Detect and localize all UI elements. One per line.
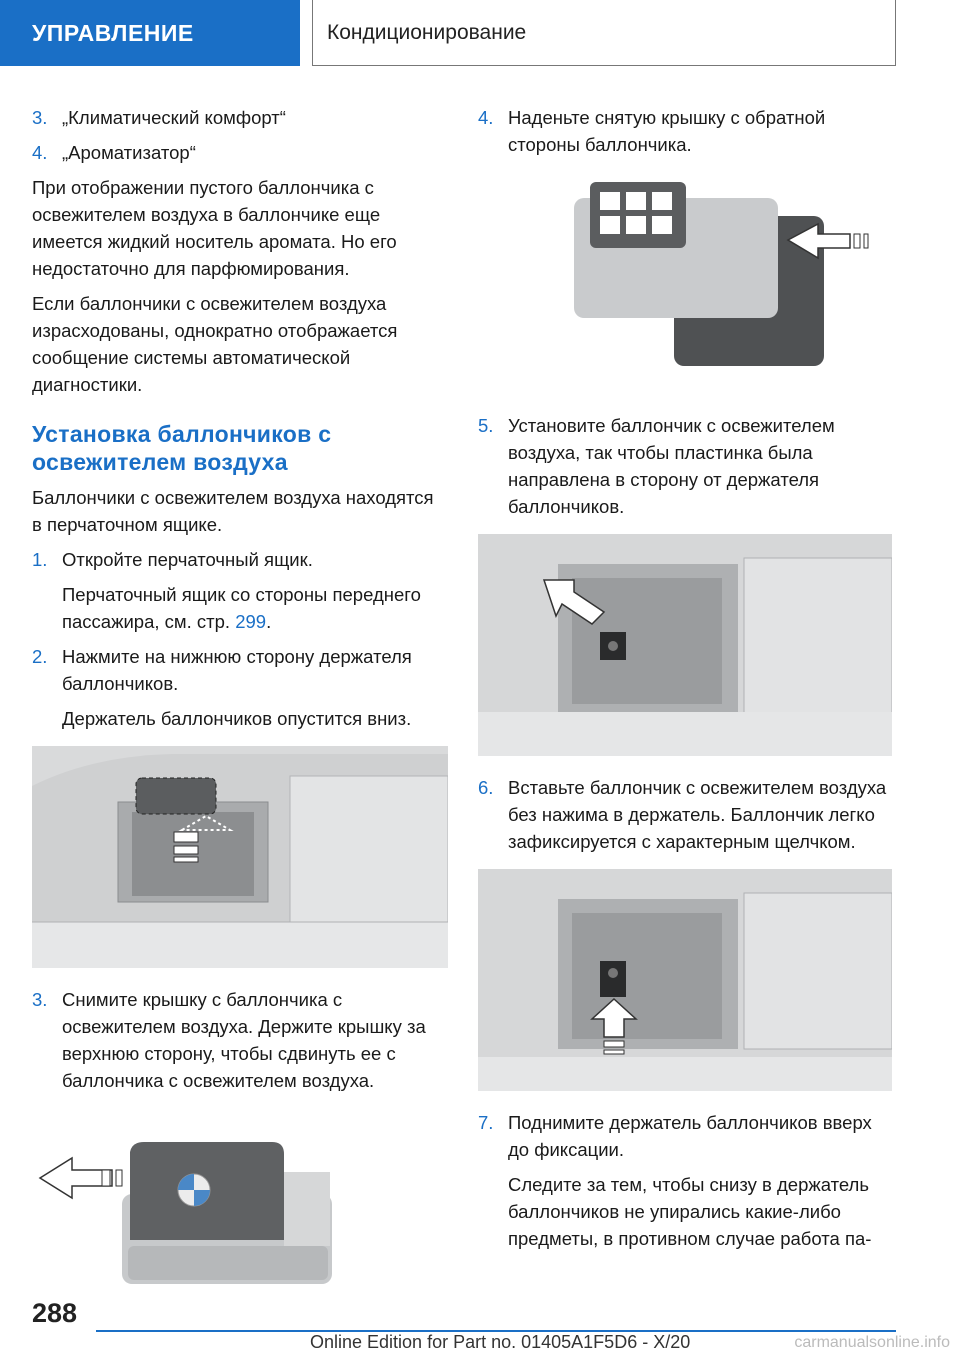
left-column [32, 104, 448, 1326]
step-item [478, 104, 892, 158]
chapter-title: Кондиционирование [312, 0, 896, 66]
step-item [32, 546, 448, 573]
insert-cartridge-image [478, 869, 892, 1091]
item-text: „Климатический комфорт“ [62, 107, 286, 128]
step-note-text: Перчаточный ящик со стороны переднего пассажира, см. стр. [62, 584, 421, 632]
item-text: „Ароматизатор“ [62, 142, 196, 163]
step-text: Нажмите на нижнюю сторону держателя баллончиков. [62, 646, 412, 694]
illustration-remove-cap [32, 1108, 448, 1308]
paragraph-location: Баллончики с освежителем воздуха находятся в перчаточном ящике. [32, 487, 434, 535]
step-number: 2. [32, 646, 48, 667]
page-link[interactable]: 299 [235, 611, 267, 632]
list-item [32, 104, 448, 131]
list-item [32, 139, 448, 166]
step-number: 7. [478, 1112, 494, 1133]
paragraph-used-up: Если баллончики с освежителем воздуха израсходованы, однократно отображается сообщение системы автоматической диагностики. [32, 293, 398, 395]
right-column [478, 104, 892, 1260]
illustration-cap-back [478, 172, 892, 394]
step-text: Поднимите держатель баллончиков вверх до фиксации. [508, 1112, 872, 1160]
step-note [32, 581, 448, 635]
step-item [32, 643, 448, 697]
page-number: 288 [32, 1298, 78, 1328]
remove-cap-image [32, 1108, 448, 1308]
watermark: carmanualsonline.info [794, 1334, 950, 1351]
page-footer [0, 1290, 960, 1362]
section-tab: УПРАВЛЕНИЕ [0, 0, 300, 66]
step-item [478, 412, 892, 520]
illustration-glovebox-holder [32, 746, 448, 968]
insert-direction-image [478, 534, 892, 756]
step-item [478, 774, 892, 855]
step-text: Вставьте баллончик с освежителем воздуха без нажима в держатель. Баллончик легко зафиксируется с характерным щелчком. [508, 777, 887, 852]
section-heading: Установка баллончиков с освежителем воздуха [32, 421, 332, 475]
glovebox-holder-image [32, 746, 448, 968]
step-note-end: . [266, 611, 272, 632]
page-header [0, 0, 960, 66]
step-number: 4. [478, 107, 494, 128]
step-item [32, 986, 448, 1094]
step-note: Держатель баллончиков опустится вниз. [62, 708, 412, 729]
step-text: Откройте перчаточный ящик. [62, 549, 313, 570]
item-number: 3. [32, 107, 48, 128]
step-text: Установите баллончик с освежителем воздуха, так чтобы пластинка была направлена в сторону от держателя баллончиков. [508, 415, 835, 517]
step-text: Снимите крышку с баллончика с освежителем воздуха. Держите крышку за верхнюю сторону, чтобы сдвинуть ее с баллончика с освежителем воздуха. [62, 989, 426, 1091]
paragraph-empty-cartridge: При отображении пустого баллончика с освежителем воздуха в баллончике еще имеется жидкий носитель аромата. Но его недостаточно для парфюмирования. [32, 177, 397, 279]
step-number: 6. [478, 777, 494, 798]
edition-text: Online Edition for Part no. 01405A1F5D6 - X/20 [310, 1332, 691, 1352]
step-number: 5. [478, 415, 494, 436]
step-number: 3. [32, 989, 48, 1010]
step-item [478, 1109, 892, 1163]
item-number: 4. [32, 142, 48, 163]
step-note: Следите за тем, чтобы снизу в держатель баллончиков не упирались какие-либо предметы, в противном случае работа па- [508, 1174, 872, 1249]
illustration-insert-direction [478, 534, 892, 756]
cap-back-image [478, 172, 892, 394]
illustration-insert-cartridge [478, 869, 892, 1091]
step-number: 1. [32, 549, 48, 570]
step-text: Наденьте снятую крышку с обратной стороны баллончика. [508, 107, 826, 155]
